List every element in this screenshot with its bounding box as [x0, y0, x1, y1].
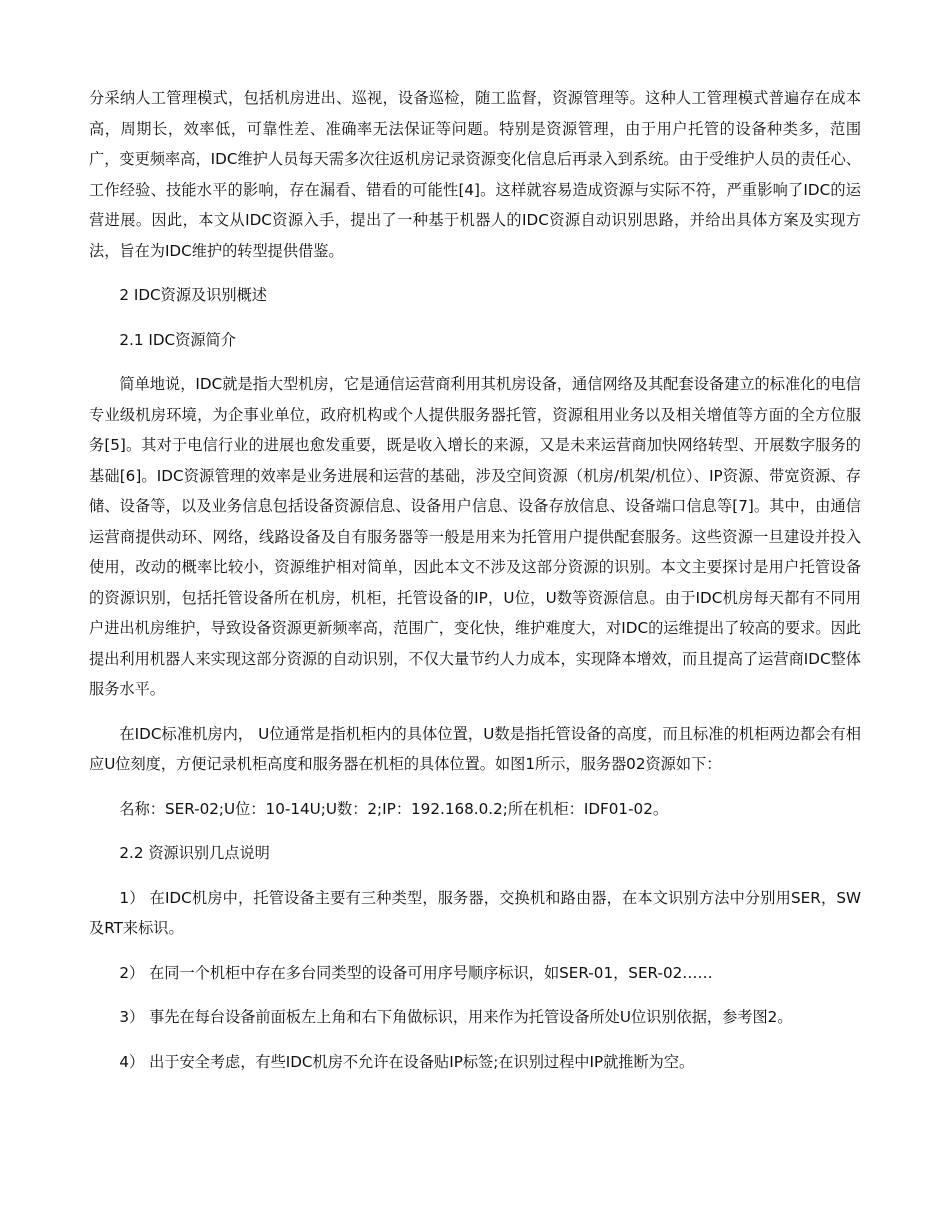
- document-page: [89, 83, 861, 1091]
- list-item: 3） 事先在每台设备前面板左上角和右下角做标识，用来作为托管设备所处U位识别依据，参考图2。: [119, 1008, 793, 1026]
- server-resource-example: 名称：SER-02;U位：10-14U;U数：2;IP：192.168.0.2;所在机柜：IDF01-02。: [119, 799, 669, 818]
- subsection-heading-2-2: 2.2 资源识别几点说明: [119, 844, 270, 862]
- list-item: 2） 在同一个机柜中存在多台同类型的设备可用序号顺序标识，如SER-01，SER-02……: [119, 963, 713, 982]
- intro-paragraph: 分采纳人工管理模式，包括机房进出、巡视，设备巡检，随工监督，资源管理等。这种人工管理模式普遍存在成本高，周期长，效率低，可靠性差、准确率无法保证等问题。特别是资源管理，由于用户托管的设备种类多，范围广，变更频率高，IDC维护人员每天需多次往返机房记录资源变化信息后再录入到系统。由于受维护人员的责任心、工作经验、技能水平的影响，存在漏看、错看的可能性[4]。这样就容易造成资源与实际不符，严重影响了IDC的运营进展。因此，本文从IDC资源入手，提出了一种基于机器人的IDC资源自动识别思路，并给出具体方案及实现方法，旨在为IDC维护的转型提供借鉴。: [89, 89, 861, 260]
- list-item: 4） 出于安全考虑，有些IDC机房不允许在设备贴IP标签;在识别过程中IP就推断为空。: [119, 1052, 695, 1071]
- idc-definition-paragraph: 简单地说，IDC就是指大型机房，它是通信运营商利用其机房设备，通信网络及其配套设备建立的标准化的电信专业级机房环境，为企事业单位，政府机构或个人提供服务器托管，资源租用业务以及相关增值等方面的全方位服务[5]。其对于电信行业的进展也愈发重要，既是收入增长的来源，又是未来运营商加快网络转型、开展数字服务的基础[6]。IDC资源管理的效率是业务进展和运营的基础，涉及空间资源（机房/机架/机位）、IP资源、带宽资源、存储、设备等，以及业务信息包括设备资源信息、设备用户信息、设备存放信息、设备端口信息等[7]。其中，由通信运营商提供动环、网络，线路设备及自有服务器等一般是用来为托管用户提供配套服务。这些资源一旦建设并投入使用，改动的概率比较小，资源维护相对简单，因此本文不涉及这部分资源的识别。本文主要探讨是用户托管设备的资源识别，包括托管设备所在机房，机柜，托管设备的IP，U位，U数等资源信息。由于IDC机房每天都有不同用户进出机房维护，导致设备资源更新频率高，范围广，变化快，维护难度大，对IDC的运维提出了较高的要求。因此提出利用机器人来实现这部分资源的自动识别，不仅大量节约人力成本，实现降本增效，而且提高了运营商IDC整体服务水平。: [89, 375, 861, 698]
- u-position-paragraph: 在IDC标准机房内， U位通常是指机柜内的具体位置，U数是指托管设备的高度，而且标准的机柜两边都会有相应U位刻度，方便记录机柜高度和服务器在机柜的具体位置。如图1所示，服务器02资源如下：: [89, 724, 861, 773]
- section-heading-2: 2 IDC资源及识别概述: [119, 286, 267, 304]
- list-item: 1） 在IDC机房中，托管设备主要有三种类型，服务器，交换机和路由器，在本文识别方法中分别用SER，SW及RT来标识。: [89, 888, 861, 937]
- subsection-heading-2-1: 2.1 IDC资源简介: [119, 330, 236, 349]
